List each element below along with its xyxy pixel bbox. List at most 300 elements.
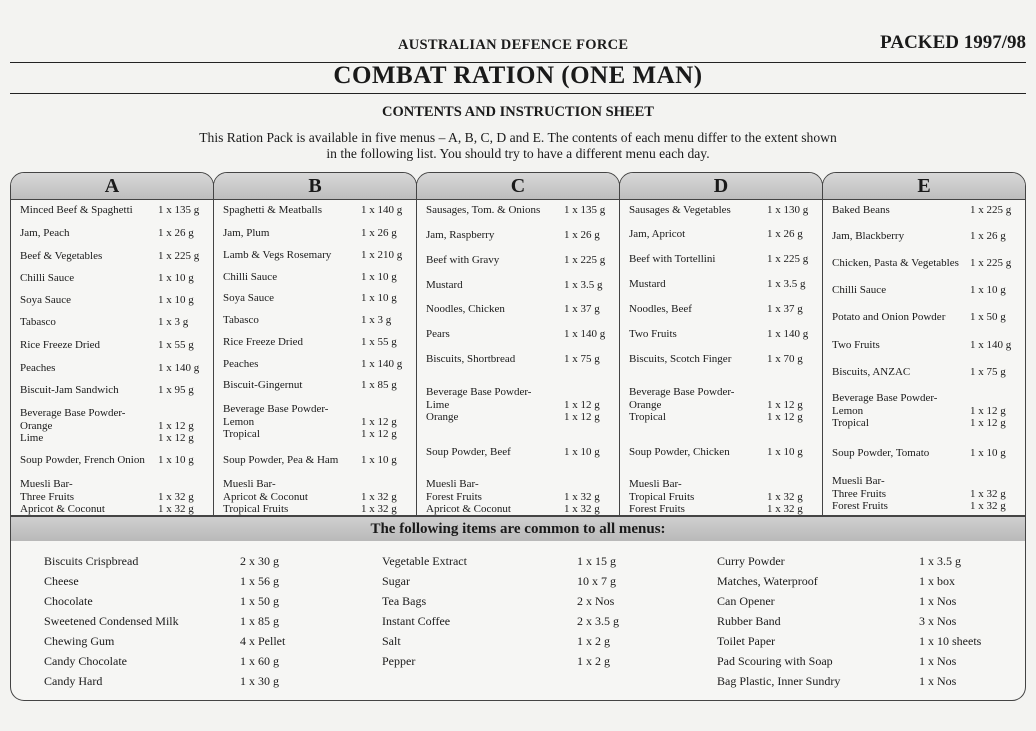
item-name-line: Sausages, Tom. & Onions xyxy=(426,204,541,216)
menu-letter: C xyxy=(417,173,619,200)
common-item-quantity: 1 x 50 g xyxy=(240,594,279,608)
item-name-line: Orange xyxy=(20,419,53,432)
item-quantity xyxy=(361,379,397,392)
common-item-quantity: 1 x 2 g xyxy=(577,634,610,648)
item-quantity xyxy=(970,257,1011,270)
item-quantity xyxy=(970,339,1011,352)
menu-column-d xyxy=(619,172,823,516)
item-quantity-line: 1 x 10 g xyxy=(361,292,397,304)
item-name xyxy=(629,328,761,341)
item-quantity xyxy=(361,358,402,371)
item-quantity-line: 1 x 3 g xyxy=(361,314,392,326)
item-quantity-line: 1 x 37 g xyxy=(564,303,600,315)
common-item-name: Matches, Waterproof xyxy=(717,574,818,588)
item-name-line: Two Fruits xyxy=(629,328,677,340)
item-quantity-line: 1 x 32 g xyxy=(970,500,1006,512)
item-name xyxy=(20,227,152,240)
item-quantity-line: 1 x 135 g xyxy=(158,204,200,216)
item-name xyxy=(629,253,761,266)
item-quantity-line: 1 x 10 g xyxy=(970,284,1006,296)
intro-line-1: This Ration Pack is available in five menus – A, B, C, D and E. The contents of each menu differ to the extent shown xyxy=(199,130,837,145)
packed-year: PACKED 1997/98 xyxy=(880,32,1026,53)
item-name xyxy=(223,314,355,327)
item-name-line: Lemon xyxy=(223,415,255,428)
item-name-line: Mustard xyxy=(629,278,666,290)
item-name-line: Soup Powder, Tomato xyxy=(832,447,930,459)
item-quantity-line: 1 x 26 g xyxy=(564,229,600,241)
item-name-line: Beef with Tortellini xyxy=(629,253,716,265)
common-item-name: Sweetened Condensed Milk xyxy=(44,614,179,628)
item-quantity-line: 1 x 12 g xyxy=(158,419,194,432)
item-quantity-line xyxy=(767,478,803,491)
item-quantity-line: 1 x 85 g xyxy=(361,379,397,391)
item-quantity-line: 1 x 12 g xyxy=(767,398,803,411)
item-name-line: Orange xyxy=(629,398,662,411)
menu-letter: A xyxy=(11,173,213,200)
common-item-quantity: 3 x Nos xyxy=(919,614,957,628)
item-quantity-line xyxy=(158,478,194,491)
common-item-name: Can Opener xyxy=(717,594,775,608)
item-quantity-line: 1 x 140 g xyxy=(361,358,403,370)
item-quantity-line: 1 x 10 g xyxy=(767,446,803,458)
common-item-name: Salt xyxy=(382,634,401,648)
item-quantity xyxy=(564,303,600,316)
item-name xyxy=(426,229,558,242)
item-quantity-line: 1 x 50 g xyxy=(970,311,1006,323)
item-name-line: Rice Freeze Dried xyxy=(20,339,101,351)
item-quantity xyxy=(564,204,605,217)
item-quantity-line: 1 x 12 g xyxy=(361,428,397,440)
item-quantity xyxy=(158,478,194,516)
item-name xyxy=(426,446,558,459)
common-item-name: Instant Coffee xyxy=(382,614,451,628)
item-quantity-line xyxy=(158,407,194,420)
item-quantity-line: 1 x 95 g xyxy=(158,384,194,396)
item-name-line: Biscuit-Jam Sandwich xyxy=(20,384,119,396)
item-name-line: Rice Freeze Dried xyxy=(223,336,304,348)
item-name xyxy=(629,303,761,316)
common-item-quantity: 1 x 30 g xyxy=(240,674,279,688)
item-quantity-line: 1 x 10 g xyxy=(361,271,397,283)
page-title: COMBAT RATION (ONE MAN) xyxy=(333,62,703,89)
item-quantity-line xyxy=(970,475,1006,488)
item-quantity xyxy=(767,386,803,424)
item-name-line: Beef with Gravy xyxy=(426,254,500,266)
item-name xyxy=(20,454,152,467)
item-name-line: Pears xyxy=(426,328,450,340)
item-quantity-line: 1 x 75 g xyxy=(564,353,600,365)
item-name xyxy=(832,366,964,379)
common-item-name: Sugar xyxy=(382,574,410,588)
item-name xyxy=(223,358,355,371)
item-name-line: Soya Sauce xyxy=(223,292,275,304)
item-name-line: Tropical xyxy=(832,417,869,429)
item-name xyxy=(223,204,355,217)
item-quantity-line xyxy=(767,386,803,399)
common-item-name: Curry Powder xyxy=(717,554,785,568)
item-quantity-line: 1 x 32 g xyxy=(361,503,397,515)
item-name-line: Soup Powder, Beef xyxy=(426,446,511,458)
item-name-line: Tropical xyxy=(223,428,260,440)
item-name-line: Jam, Blackberry xyxy=(832,230,905,242)
item-name xyxy=(426,478,558,516)
item-quantity-line xyxy=(970,392,1006,405)
item-quantity-line: 1 x 37 g xyxy=(767,303,803,315)
item-quantity xyxy=(158,407,194,445)
common-item-name: Pepper xyxy=(382,654,416,668)
menu-column-c xyxy=(416,172,620,516)
item-quantity xyxy=(564,353,600,366)
item-name xyxy=(629,353,761,366)
item-name xyxy=(629,204,761,217)
item-name-line: Jam, Raspberry xyxy=(426,229,495,241)
item-quantity-line: 1 x 3 g xyxy=(158,316,189,328)
item-quantity xyxy=(158,204,199,217)
common-item-quantity: 1 x 10 sheets xyxy=(919,634,982,648)
intro-text xyxy=(150,130,886,162)
item-quantity xyxy=(970,230,1006,243)
common-item-quantity: 1 x box xyxy=(919,574,955,588)
item-quantity xyxy=(158,294,194,307)
item-name-line: Minced Beef & Spaghetti xyxy=(20,204,133,216)
item-quantity-line: 1 x 3.5 g xyxy=(767,278,806,290)
common-items-heading: The following items are common to all menus: xyxy=(10,516,1026,542)
item-quantity-line: 1 x 32 g xyxy=(564,490,600,503)
item-name xyxy=(223,379,355,392)
item-quantity-line: 1 x 32 g xyxy=(158,503,194,515)
item-name-line: Two Fruits xyxy=(832,339,880,351)
menu-table xyxy=(10,172,1026,516)
page-subtitle: CONTENTS AND INSTRUCTION SHEET xyxy=(382,104,654,120)
menu-column-e xyxy=(822,172,1026,516)
item-name-line: Biscuits, Shortbread xyxy=(426,353,516,365)
item-name xyxy=(629,478,761,516)
item-quantity xyxy=(158,454,194,467)
item-name-line: Chilli Sauce xyxy=(20,272,75,284)
common-item-quantity: 1 x Nos xyxy=(919,594,957,608)
common-item-quantity: 4 x Pellet xyxy=(240,634,286,648)
item-name-line: Forest Fruits xyxy=(832,500,888,512)
item-name-line: Apricot & Coconut xyxy=(426,503,511,515)
item-quantity-line: 1 x 12 g xyxy=(564,398,600,411)
item-name xyxy=(20,316,152,329)
item-name xyxy=(223,336,355,349)
item-name-line: Chicken, Pasta & Vegetables xyxy=(832,257,959,269)
item-quantity xyxy=(767,253,808,266)
item-name xyxy=(832,257,964,270)
item-name-line: Biscuit-Gingernut xyxy=(223,379,303,391)
common-item-name: Cheese xyxy=(44,574,79,588)
item-quantity-line: 1 x 55 g xyxy=(361,336,397,348)
item-quantity-line: 1 x 140 g xyxy=(767,328,809,340)
item-name-line: Spaghetti & Meatballs xyxy=(223,204,322,216)
item-quantity xyxy=(361,227,397,240)
intro-line-2: in the following list. You should try to have a different menu each day. xyxy=(326,146,710,161)
item-quantity xyxy=(564,478,600,516)
item-name-line: Lime xyxy=(426,398,450,411)
item-quantity xyxy=(767,478,803,516)
item-name-line: Chilli Sauce xyxy=(223,271,278,283)
item-name xyxy=(223,478,355,516)
item-quantity xyxy=(361,403,397,441)
item-name xyxy=(223,403,355,441)
item-quantity-line: 1 x 10 g xyxy=(970,447,1006,459)
item-quantity-line: 1 x 3.5 g xyxy=(564,279,603,291)
menu-letter: B xyxy=(214,173,416,200)
item-name-line: Biscuits, Scotch Finger xyxy=(629,353,732,365)
organisation-heading: AUSTRALIAN DEFENCE FORCE xyxy=(398,37,629,53)
item-quantity-line: 1 x 32 g xyxy=(767,490,803,503)
menu-column-b xyxy=(213,172,417,516)
item-name xyxy=(629,386,761,424)
item-name-line: Noodles, Beef xyxy=(629,303,692,315)
item-name-line: Potato and Onion Powder xyxy=(832,311,946,323)
item-quantity-line: 1 x 135 g xyxy=(564,204,606,216)
item-quantity-line: 1 x 10 g xyxy=(564,446,600,458)
common-item-quantity: 2 x 30 g xyxy=(240,554,279,568)
item-quantity xyxy=(564,328,605,341)
menu-letter: D xyxy=(620,173,822,200)
item-name xyxy=(832,230,964,243)
item-name xyxy=(832,311,964,324)
menu-column-a xyxy=(10,172,214,516)
item-quantity-line: 1 x 12 g xyxy=(158,432,194,444)
common-item-name: Toilet Paper xyxy=(717,634,776,648)
item-quantity-line: 1 x 225 g xyxy=(970,204,1012,216)
item-quantity xyxy=(767,278,806,291)
item-name xyxy=(832,475,964,513)
item-name xyxy=(20,250,152,263)
item-quantity-line: 1 x 26 g xyxy=(158,227,194,239)
item-name xyxy=(629,446,761,459)
common-item-quantity: 1 x 15 g xyxy=(577,554,616,568)
item-quantity-line: 1 x 26 g xyxy=(970,230,1006,242)
item-quantity xyxy=(158,250,199,263)
item-name xyxy=(20,384,152,397)
item-quantity xyxy=(158,339,194,352)
common-item-quantity: 2 x Nos xyxy=(577,594,615,608)
item-name-line: Muesli Bar- xyxy=(832,475,885,487)
common-item-quantity: 1 x 2 g xyxy=(577,654,610,668)
item-quantity-line: 1 x 225 g xyxy=(158,250,200,262)
item-name-line: Baked Beans xyxy=(832,204,890,216)
item-quantity-line: 1 x 12 g xyxy=(767,411,803,423)
common-item-quantity: 1 x 56 g xyxy=(240,574,279,588)
common-item-name: Rubber Band xyxy=(717,614,781,628)
item-quantity xyxy=(158,272,194,285)
item-quantity-line: 1 x 12 g xyxy=(970,417,1006,429)
item-name-line: Tropical xyxy=(629,411,666,423)
item-name xyxy=(426,204,558,217)
item-name xyxy=(832,339,964,352)
item-quantity-line: 1 x 32 g xyxy=(767,503,803,515)
item-name-line: Jam, Plum xyxy=(223,227,270,239)
item-name-line: Beef & Vegetables xyxy=(20,250,103,262)
item-name xyxy=(426,254,558,267)
item-quantity-line: 1 x 70 g xyxy=(767,353,803,365)
common-item-quantity: 10 x 7 g xyxy=(577,574,616,588)
item-quantity-line: 1 x 10 g xyxy=(361,454,397,466)
item-name-line: Orange xyxy=(426,411,459,423)
item-name-line: Soup Powder, Pea & Ham xyxy=(223,454,339,466)
item-quantity-line: 1 x 12 g xyxy=(564,411,600,423)
item-quantity-line: 1 x 75 g xyxy=(970,366,1006,378)
item-name xyxy=(20,407,152,445)
item-quantity-line: 1 x 10 g xyxy=(158,272,194,284)
item-quantity xyxy=(767,228,803,241)
menu-letter: E xyxy=(823,173,1025,200)
item-name xyxy=(426,279,558,292)
item-name-line: Tropical Fruits xyxy=(629,490,695,503)
item-quantity xyxy=(970,366,1006,379)
item-name xyxy=(629,228,761,241)
item-name-line: Peaches xyxy=(20,362,56,374)
item-quantity-line: 1 x 32 g xyxy=(361,490,397,503)
item-name xyxy=(223,454,355,467)
item-quantity xyxy=(361,249,402,262)
item-quantity xyxy=(767,303,803,316)
item-name-line: Beverage Base Powder- xyxy=(629,386,735,398)
item-quantity-line: 1 x 26 g xyxy=(361,227,397,239)
item-name-line: Beverage Base Powder- xyxy=(20,407,126,419)
common-item-quantity: 1 x 3.5 g xyxy=(919,554,961,568)
item-name-line: Muesli Bar- xyxy=(20,478,73,490)
item-name-line: Lamb & Vegs Rosemary xyxy=(223,249,332,261)
item-name-line: Soup Powder, Chicken xyxy=(629,446,730,458)
common-item-quantity: 1 x Nos xyxy=(919,654,957,668)
item-quantity-line xyxy=(361,478,397,491)
item-quantity xyxy=(361,314,391,327)
item-quantity-line: 1 x 140 g xyxy=(564,328,606,340)
item-quantity-line: 1 x 225 g xyxy=(564,254,606,266)
item-name xyxy=(426,386,558,424)
item-quantity-line: 1 x 130 g xyxy=(767,204,809,216)
common-item-quantity: 1 x Nos xyxy=(919,674,957,688)
item-name-line: Chilli Sauce xyxy=(832,284,887,296)
item-quantity xyxy=(158,316,188,329)
item-name-line: Jam, Apricot xyxy=(629,228,686,240)
item-quantity xyxy=(564,229,600,242)
item-quantity xyxy=(970,284,1006,297)
item-quantity xyxy=(361,454,397,467)
item-name xyxy=(426,353,558,366)
item-name xyxy=(832,392,964,430)
item-name-line: Three Fruits xyxy=(832,487,887,500)
item-name xyxy=(20,294,152,307)
item-name-line: Beverage Base Powder- xyxy=(223,403,329,415)
item-name-line: Lime xyxy=(20,432,44,444)
item-quantity xyxy=(158,384,194,397)
item-name-line: Peaches xyxy=(223,358,259,370)
item-name xyxy=(20,272,152,285)
item-name xyxy=(20,478,152,516)
item-name-line: Tabasco xyxy=(20,316,56,328)
item-quantity-line: 1 x 12 g xyxy=(970,404,1006,417)
item-name xyxy=(426,328,558,341)
item-name xyxy=(223,249,355,262)
item-quantity-line: 1 x 32 g xyxy=(158,490,194,503)
common-item-name: Vegetable Extract xyxy=(382,554,467,568)
item-name xyxy=(20,362,152,375)
item-quantity-line: 1 x 10 g xyxy=(158,454,194,466)
common-item-name: Bag Plastic, Inner Sundry xyxy=(717,674,841,688)
item-quantity-line: 1 x 12 g xyxy=(361,415,397,428)
item-name-line: Muesli Bar- xyxy=(426,478,479,490)
item-quantity xyxy=(970,475,1006,513)
item-name-line: Muesli Bar- xyxy=(629,478,682,490)
item-name-line: Apricot & Coconut xyxy=(20,503,105,515)
item-quantity xyxy=(564,279,603,292)
title-rule xyxy=(10,93,1026,94)
item-quantity-line: 1 x 140 g xyxy=(158,362,200,374)
item-name-line: Beverage Base Powder- xyxy=(832,392,938,404)
item-quantity-line xyxy=(361,403,397,416)
item-name-line: Muesli Bar- xyxy=(223,478,276,490)
item-name-line: Forest Fruits xyxy=(426,490,482,503)
common-item-name: Biscuits Crispbread xyxy=(44,554,139,568)
item-quantity-line: 1 x 140 g xyxy=(970,339,1012,351)
item-quantity xyxy=(361,271,397,284)
item-name xyxy=(223,271,355,284)
item-quantity xyxy=(564,386,600,424)
item-quantity-line: 1 x 210 g xyxy=(361,249,403,261)
item-quantity-line: 1 x 10 g xyxy=(158,294,194,306)
item-name-line: Three Fruits xyxy=(20,490,75,503)
item-name-line: Sausages & Vegetables xyxy=(629,204,731,216)
item-name-line: Soya Sauce xyxy=(20,294,72,306)
item-quantity xyxy=(158,362,199,375)
item-name-line: Tabasco xyxy=(223,314,259,326)
item-quantity-line xyxy=(564,386,600,399)
item-quantity xyxy=(361,292,397,305)
item-name xyxy=(426,303,558,316)
common-item-name: Pad Scouring with Soap xyxy=(717,654,833,668)
item-quantity xyxy=(767,204,808,217)
item-quantity-line: 1 x 225 g xyxy=(767,253,809,265)
item-name xyxy=(223,227,355,240)
item-quantity-line: 1 x 140 g xyxy=(361,204,403,216)
item-name-line: Jam, Peach xyxy=(20,227,70,239)
item-name-line: Forest Fruits xyxy=(629,503,685,515)
common-item-name: Chewing Gum xyxy=(44,634,115,648)
item-name xyxy=(223,292,355,305)
item-quantity xyxy=(767,353,803,366)
item-name-line: Tropical Fruits xyxy=(223,503,289,515)
common-item-quantity: 1 x 60 g xyxy=(240,654,279,668)
common-item-quantity: 2 x 3.5 g xyxy=(577,614,619,628)
common-item-name: Tea Bags xyxy=(382,594,427,608)
item-name-line: Apricot & Coconut xyxy=(223,490,308,503)
item-quantity xyxy=(361,478,397,516)
item-quantity xyxy=(564,446,600,459)
item-name xyxy=(832,204,964,217)
item-name-line: Noodles, Chicken xyxy=(426,303,505,315)
item-quantity xyxy=(970,204,1011,217)
item-quantity xyxy=(970,392,1006,430)
common-items-box xyxy=(10,541,1026,701)
item-quantity xyxy=(361,336,397,349)
item-quantity xyxy=(767,328,808,341)
item-quantity-line: 1 x 225 g xyxy=(970,257,1012,269)
common-item-name: Candy Chocolate xyxy=(44,654,127,668)
item-quantity-line: 1 x 32 g xyxy=(564,503,600,515)
item-quantity-line: 1 x 26 g xyxy=(767,228,803,240)
item-quantity xyxy=(158,227,194,240)
item-name-line: Beverage Base Powder- xyxy=(426,386,532,398)
item-quantity xyxy=(970,447,1006,460)
common-item-name: Chocolate xyxy=(44,594,93,608)
common-item-name: Candy Hard xyxy=(44,674,103,688)
